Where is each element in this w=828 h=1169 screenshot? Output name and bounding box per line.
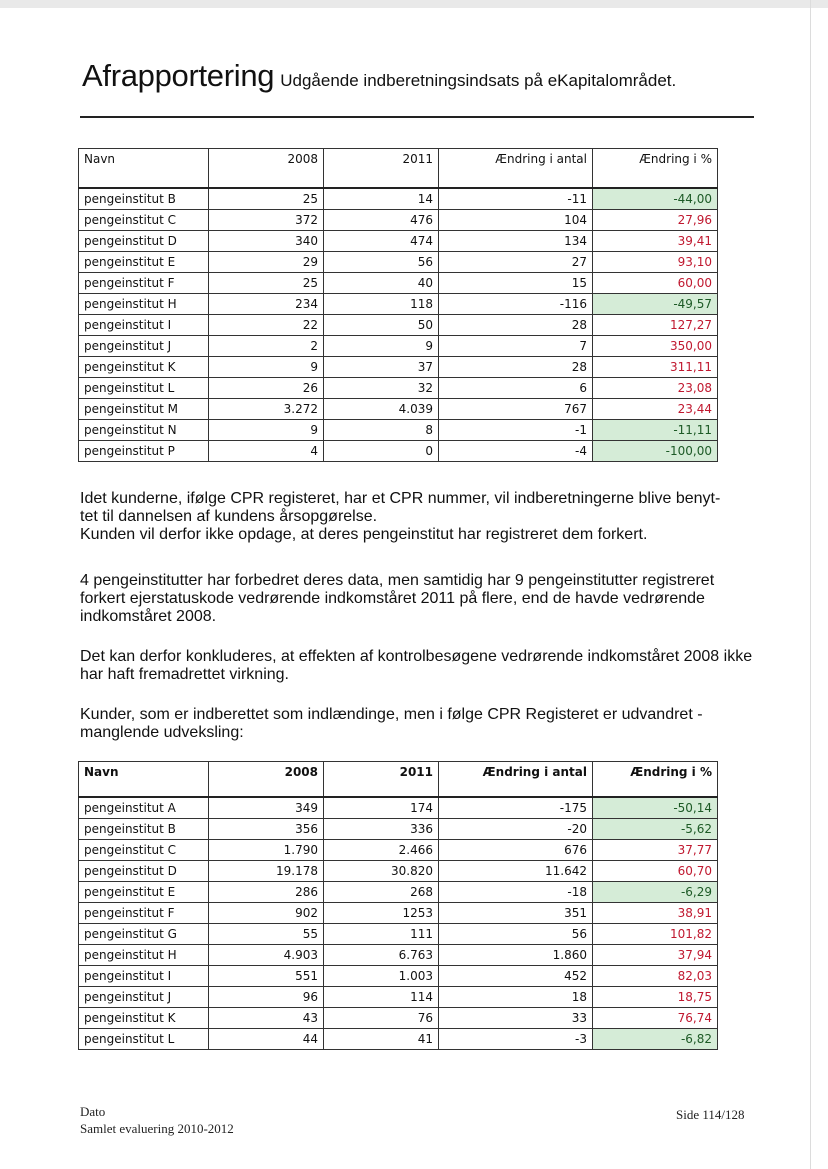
cell-aendring-antal: -175 (439, 797, 593, 819)
cell-2008: 43 (209, 1008, 324, 1029)
cell-2008: 19.178 (209, 861, 324, 882)
cell-2011: 111 (324, 924, 439, 945)
cell-2011: 6.763 (324, 945, 439, 966)
table-row (79, 797, 718, 819)
footer-page-number: Side 114/128 (676, 1107, 745, 1122)
table-row (79, 840, 718, 861)
table-row (79, 294, 718, 315)
cell-2008: 9 (209, 357, 324, 378)
table-row (79, 315, 718, 336)
cell-2011: 76 (324, 1008, 439, 1029)
header-rule (80, 116, 754, 118)
cell-aendring-pct: -5,62 (593, 819, 718, 840)
table-row (79, 861, 718, 882)
cell-navn: pengeinstitut K (79, 357, 209, 378)
cell-2011: 2.466 (324, 840, 439, 861)
col-header-navn: Navn (79, 149, 209, 189)
cell-aendring-pct: 37,94 (593, 945, 718, 966)
paragraph-udvandret: Kunder, som er indberettet som indlændinge, men i følge CPR Registeret er udvandret - manglende udveksling: (80, 706, 703, 741)
cell-aendring-pct: -49,57 (593, 294, 718, 315)
cell-aendring-antal: -20 (439, 819, 593, 840)
cell-2008: 551 (209, 966, 324, 987)
cell-2011: 37 (324, 357, 439, 378)
cell-navn: pengeinstitut F (79, 273, 209, 294)
cell-aendring-antal: 18 (439, 987, 593, 1008)
paragraph-line: Kunden vil derfor ikke opdage, at deres pengeinstitut har registreret dem forkert. (80, 526, 648, 543)
cell-aendring-antal: 33 (439, 1008, 593, 1029)
cell-navn: pengeinstitut J (79, 336, 209, 357)
cell-navn: pengeinstitut K (79, 1008, 209, 1029)
cell-aendring-pct: 60,00 (593, 273, 718, 294)
table-row (79, 924, 718, 945)
cell-navn: pengeinstitut D (79, 861, 209, 882)
paragraph-forbedret-data: 4 pengeinstitutter har forbedret deres data, men samtidig har 9 pengeinstitutter registreret forkert ejerstatuskode vedrørende indkomståret 2011 på flere, end de havde vedrørende indkomståret 2008. (80, 572, 715, 625)
table-row (79, 273, 718, 294)
cell-2011: 56 (324, 252, 439, 273)
cell-aendring-pct: -6,82 (593, 1029, 718, 1050)
cell-2008: 286 (209, 882, 324, 903)
cell-2008: 372 (209, 210, 324, 231)
table-row (79, 252, 718, 273)
col-header-2011: 2011 (324, 149, 439, 189)
table-row (79, 378, 718, 399)
table-row (79, 987, 718, 1008)
cell-aendring-pct: 82,03 (593, 966, 718, 987)
cell-2011: 41 (324, 1029, 439, 1050)
table-row (79, 231, 718, 252)
cell-navn: pengeinstitut H (79, 945, 209, 966)
page-title: Afrapportering (82, 58, 275, 93)
page-subtitle: Udgående indberetningsindsats på eKapitalområdet. (280, 71, 677, 90)
cell-aendring-antal: 134 (439, 231, 593, 252)
cell-2008: 96 (209, 987, 324, 1008)
cell-aendring-antal: 27 (439, 252, 593, 273)
cell-navn: pengeinstitut A (79, 797, 209, 819)
cell-aendring-pct: 27,96 (593, 210, 718, 231)
cell-navn: pengeinstitut J (79, 987, 209, 1008)
table-row (79, 1008, 718, 1029)
cell-aendring-antal: 11.642 (439, 861, 593, 882)
cell-2011: 476 (324, 210, 439, 231)
cell-2008: 234 (209, 294, 324, 315)
cell-navn: pengeinstitut N (79, 420, 209, 441)
cell-2008: 340 (209, 231, 324, 252)
cell-aendring-antal: 351 (439, 903, 593, 924)
cell-navn: pengeinstitut E (79, 882, 209, 903)
cell-navn: pengeinstitut C (79, 840, 209, 861)
footer-date-label: Dato (80, 1104, 106, 1119)
cell-2011: 1.003 (324, 966, 439, 987)
cell-2008: 29 (209, 252, 324, 273)
cell-aendring-pct: -100,00 (593, 441, 718, 462)
cell-2011: 174 (324, 797, 439, 819)
cell-aendring-antal: 28 (439, 357, 593, 378)
cell-aendring-pct: 18,75 (593, 987, 718, 1008)
cell-2008: 9 (209, 420, 324, 441)
cell-aendring-antal: 15 (439, 273, 593, 294)
table-header-row (79, 149, 718, 189)
cell-aendring-pct: 38,91 (593, 903, 718, 924)
cell-aendring-antal: -11 (439, 188, 593, 210)
footer-doc-name: Samlet evaluering 2010-2012 (80, 1121, 234, 1136)
cell-2008: 55 (209, 924, 324, 945)
cell-aendring-pct: -11,11 (593, 420, 718, 441)
cell-2011: 8 (324, 420, 439, 441)
table-udvandret (78, 761, 718, 1050)
table-row (79, 945, 718, 966)
cell-aendring-antal: 767 (439, 399, 593, 420)
col-header-2008: 2008 (209, 762, 324, 798)
cell-aendring-pct: 76,74 (593, 1008, 718, 1029)
cell-aendring-pct: -44,00 (593, 188, 718, 210)
cell-aendring-pct: 39,41 (593, 231, 718, 252)
cell-aendring-antal: 28 (439, 315, 593, 336)
cell-aendring-antal: 104 (439, 210, 593, 231)
cell-aendring-antal: -4 (439, 441, 593, 462)
cell-aendring-pct: 311,11 (593, 357, 718, 378)
col-header-aendring-pct: Ændring i % (593, 149, 718, 189)
cell-2011: 14 (324, 188, 439, 210)
cell-2008: 25 (209, 273, 324, 294)
cell-aendring-pct: 93,10 (593, 252, 718, 273)
cell-aendring-pct: 60,70 (593, 861, 718, 882)
cell-2011: 30.820 (324, 861, 439, 882)
cell-2008: 44 (209, 1029, 324, 1050)
col-header-navn: Navn (79, 762, 209, 798)
col-header-aendring-pct: Ændring i % (593, 762, 718, 798)
table-row (79, 188, 718, 210)
cell-aendring-antal: 6 (439, 378, 593, 399)
cell-2011: 40 (324, 273, 439, 294)
cell-2008: 25 (209, 188, 324, 210)
cell-2011: 1253 (324, 903, 439, 924)
cell-2011: 50 (324, 315, 439, 336)
table-header-row (79, 762, 718, 798)
col-header-2008: 2008 (209, 149, 324, 189)
cell-aendring-pct: 23,08 (593, 378, 718, 399)
cell-navn: pengeinstitut G (79, 924, 209, 945)
cell-2011: 474 (324, 231, 439, 252)
table-row (79, 1029, 718, 1050)
cell-aendring-antal: -3 (439, 1029, 593, 1050)
cell-2008: 1.790 (209, 840, 324, 861)
table-row (79, 399, 718, 420)
cell-2008: 26 (209, 378, 324, 399)
cell-navn: pengeinstitut I (79, 966, 209, 987)
cell-2008: 4 (209, 441, 324, 462)
cell-aendring-pct: -6,29 (593, 882, 718, 903)
cell-navn: pengeinstitut P (79, 441, 209, 462)
table-row (79, 210, 718, 231)
table-row (79, 420, 718, 441)
cell-aendring-pct: 23,44 (593, 399, 718, 420)
cell-aendring-antal: 56 (439, 924, 593, 945)
cell-navn: pengeinstitut M (79, 399, 209, 420)
cell-2008: 22 (209, 315, 324, 336)
cell-2011: 32 (324, 378, 439, 399)
cell-aendring-antal: 1.860 (439, 945, 593, 966)
cell-navn: pengeinstitut B (79, 188, 209, 210)
cell-2008: 902 (209, 903, 324, 924)
cell-navn: pengeinstitut H (79, 294, 209, 315)
table-row (79, 882, 718, 903)
paragraph-line: Idet kunderne, ifølge CPR registeret, har et CPR nummer, vil indberetningerne blive benyt- (80, 490, 721, 507)
cell-aendring-antal: 676 (439, 840, 593, 861)
cell-aendring-antal: 452 (439, 966, 593, 987)
cell-navn: pengeinstitut D (79, 231, 209, 252)
cell-2011: 336 (324, 819, 439, 840)
cell-navn: pengeinstitut E (79, 252, 209, 273)
cell-aendring-pct: 127,27 (593, 315, 718, 336)
page-header (82, 58, 676, 94)
table-row (79, 966, 718, 987)
paragraph-cpr-note (80, 490, 760, 544)
cell-aendring-antal: 7 (439, 336, 593, 357)
cell-2008: 349 (209, 797, 324, 819)
cell-navn: pengeinstitut L (79, 1029, 209, 1050)
cell-2011: 4.039 (324, 399, 439, 420)
cell-2011: 118 (324, 294, 439, 315)
col-header-2011: 2011 (324, 762, 439, 798)
col-header-aendring-antal: Ændring i antal (439, 762, 593, 798)
cell-navn: pengeinstitut F (79, 903, 209, 924)
paragraph-line: tet til dannelsen af kundens årsopgørelse. (80, 508, 378, 525)
table-ejerstatus (78, 148, 718, 462)
cell-2011: 114 (324, 987, 439, 1008)
cell-aendring-antal: -18 (439, 882, 593, 903)
cell-2008: 356 (209, 819, 324, 840)
cell-aendring-pct: 37,77 (593, 840, 718, 861)
cell-aendring-pct: 350,00 (593, 336, 718, 357)
table-row (79, 819, 718, 840)
cell-navn: pengeinstitut B (79, 819, 209, 840)
cell-2011: 9 (324, 336, 439, 357)
footer-left (80, 1103, 234, 1137)
table-row (79, 336, 718, 357)
table-row (79, 357, 718, 378)
paragraph-konklusion: Det kan derfor konkluderes, at effekten af kontrolbesøgene vedrørende indkomståret 2008 ikke har haft fremadrettet virkning. (80, 648, 753, 683)
cell-2008: 4.903 (209, 945, 324, 966)
table-row (79, 441, 718, 462)
cell-2008: 3.272 (209, 399, 324, 420)
cell-aendring-antal: -116 (439, 294, 593, 315)
col-header-aendring-antal: Ændring i antal (439, 149, 593, 189)
cell-aendring-pct: 101,82 (593, 924, 718, 945)
cell-navn: pengeinstitut C (79, 210, 209, 231)
table-row (79, 903, 718, 924)
cell-2011: 268 (324, 882, 439, 903)
cell-2011: 0 (324, 441, 439, 462)
cell-navn: pengeinstitut I (79, 315, 209, 336)
cell-2008: 2 (209, 336, 324, 357)
cell-navn: pengeinstitut L (79, 378, 209, 399)
cell-aendring-pct: -50,14 (593, 797, 718, 819)
cell-aendring-antal: -1 (439, 420, 593, 441)
